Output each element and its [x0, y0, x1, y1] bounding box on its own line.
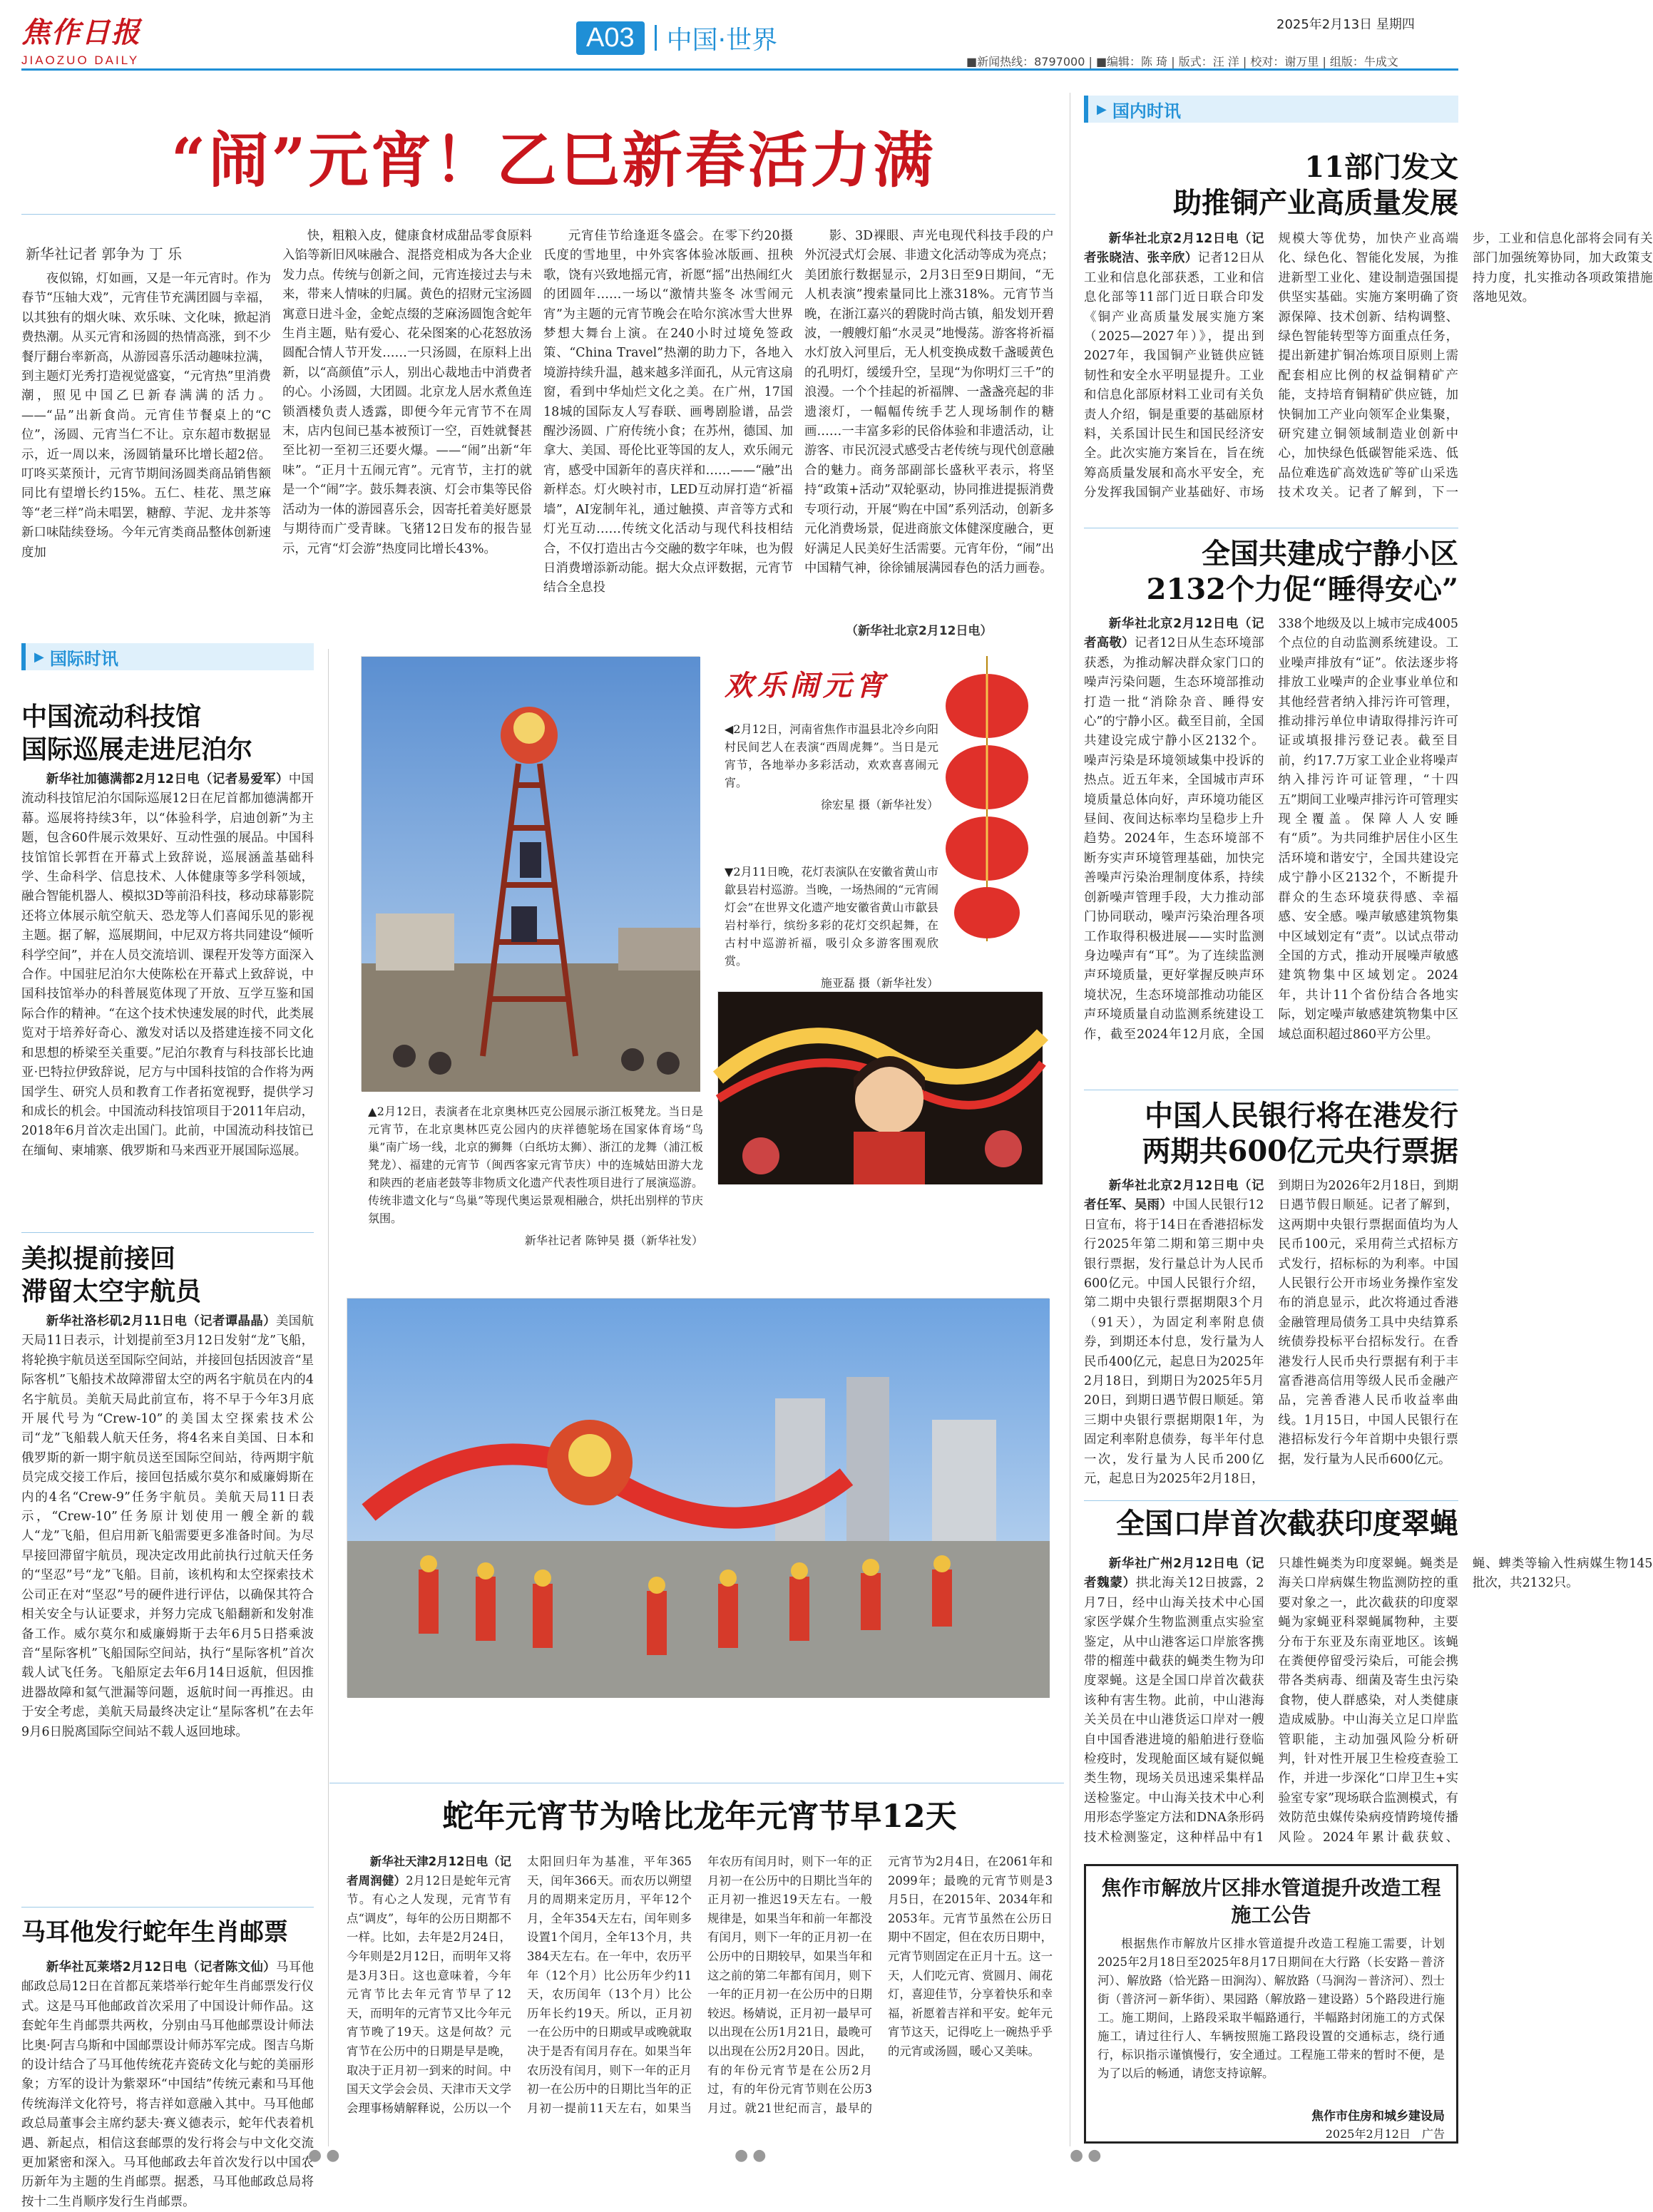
arrow-left-icon: ◀: [725, 722, 734, 736]
article-body: 新华社北京2月12日电（记者高敬）记者12日从生态环境部获悉，为推动解决群众家门口的噪声污染问题，生态环境部推动打造一批“消除杂音、睡得安心”的宁静小区。截至目前，全国共建设完成宁静小区2132个。噪声污染是环境领域集中投诉的热点。近五年来，全国城市声环境质量总体向好，声环境功能区昼间、夜间达标率均呈稳步上升趋势。2024年，生态环境部不断夯实声环境管理基础，加快完善噪声污染治理制度体系，持续创新噪声管理手段，大力推动部门协同联动，噪声污染治理各项工作取得积极进展——实时监测身边噪声有“耳”。为了连续监测声环境质量，更好掌握反映声环境状况，生态环境部推动功能区声环境质量自动监测系统建设工作，截至2024年12月底，全国338个地级及以上城市完成4005个点位的自动监测系统建设。工业噪声排放有“证”。依法逐步将排放工业噪声的企业事业单位和其他经营者纳入排污许可管理，推动排污单位申请取得排污许可证或填报排污登记表。截至目前，约17.7万家工业企业将噪声纳入排污许可证管理，“十四五”期间工业噪声排污许可管理实现全覆盖。保障人人安睡有“质”。为共同维护居住小区生活环境和谐安宁，全国共建设完成宁静小区2132个，不断提升群众的生态环境获得感、幸福感、安全感。噪声敏感建筑物集中区域划定有“责”。以试点带动全国的方式，推动开展噪声敏感建筑物集中区域划定。2024年，共计11个省份结合各地实际，划定噪声敏感建筑物集中区域总面积超过860平方公里。: [1084, 617, 1458, 1042]
lead-source: （新华社北京2月12日电）: [846, 624, 993, 638]
section-header-domestic: ▶ 国内时讯: [1084, 96, 1458, 123]
divider: [1084, 1500, 1458, 1501]
article-title[interactable]: 全国共建成宁静小区 2132个力促“睡得安心”: [1146, 537, 1458, 606]
divider: [21, 214, 1055, 215]
page-marker: ●●: [735, 2146, 771, 2164]
lead-headline[interactable]: “闹”元宵！乙巳新春活力满: [171, 125, 936, 195]
arrow-icon: ▶: [1097, 101, 1107, 117]
photo-image: [362, 657, 700, 1092]
article-body: 新华社广州2月12日电（记者魏蒙）拱北海关12日披露，2月7日，经中山海关技术中心国家医学媒介生物监测重点实验室鉴定，从中山港客运口岸旅客携带的榴莲中截获的蝇类生物为印度翠蝇。这是全国口岸首次截获该种有害生物。此前，中山港海关关员在中山港货运口岸对一艘自中国香港进境的船舶进行登临检疫时，发现舱面区域有疑似蝇类生物，现场关员迅速采集样品送检鉴定。中山海关技术中心利用形态学鉴定方法和DNA条形码技术检测鉴定，这种样品中有1只雄性蝇类为印度翠蝇。蝇类是海关口岸病媒生物监测防控的重要对象之一，此次截获的印度翠蝇为家蝇亚科翠蝇属物种，主要分布于东亚及东南亚地区。该蝇在粪便停留受污染后，可能会携带各类病毒、细菌及寄生虫污染食物，使人群感染，对人类健康造成威胁。中山海关立足口岸监管职能，主动加强风险分析研判，针对性开展卫生检疫查验工作，并进一步深化“口岸卫生+实验室专家”现场联合监测模式，有效防范虫媒传染病疫情跨境传播风险。2024年累计截获蚊、蝇、蜱类等输入性病媒生物145批次，共2132只。: [1084, 1557, 1653, 1845]
feature-title: 欢乐闹元宵: [725, 669, 889, 702]
photo-captions: [710, 656, 1049, 990]
photo-dragon-parade[interactable]: [347, 1298, 1049, 1697]
notice-title: 焦作市解放片区排水管道提升改造工程 施工公告: [1101, 1876, 1441, 1927]
caption-2: ▼2月11日晚，花灯表演队在安徽省黄山市歙县岩村巡游。当晚，一场热闹的“元宵闹灯会”在世界文化遗产地安徽省黄山市歙县岩村举行，缤纷多彩的花灯交织起舞，在古村中巡游祈福，吸引众多游客围观欣赏。 施亚磊 摄（新华社发）: [725, 865, 938, 990]
construction-notice: [1084, 1864, 1458, 2144]
arrow-icon: ▶: [34, 649, 44, 665]
notice-date: 2025年2月12日: [1325, 2127, 1411, 2141]
notice-signer: 焦作市住房和城乡建设局: [1311, 2109, 1445, 2124]
arrow-up-icon: ▲: [368, 1105, 377, 1118]
photo-feature: [347, 656, 1060, 1768]
issue-date: 2025年2月13日 星期四: [1276, 17, 1415, 32]
header-rule: [21, 68, 1458, 71]
article-body: 新华社加德满都2月12日电（记者易爱军）中国流动科技馆尼泊尔国际巡展12日在尼首都加德满都开幕。巡展将持续3年，以“体验科学，启迪创新”为主题，包含60件展示效果好、互动性强的展品。中国科技馆馆长郭哲在开幕式上致辞说，巡展涵盖基础科学、生命科学、信息技术、人体健康等多学科领域，融合智能机器人、模拟3D等前沿科技，移动球幕影院还将立体展示航空航天、恐龙等人们喜闻乐见的影视主题。据了解，巡展期间，中尼双方将共同建设“倾听科学空间”，并在人员交流培训、课程开发等方面深入合作。中国驻尼泊尔大使陈松在开幕式上致辞说，中国科技馆举办的科普展览体现了开放、互学互鉴和国际合作的精神。“在这个技术快速发展的时代，此类展览对于培养好奇心、激发对话以及搭建连接不同文化和思想的桥梁至关重要。”尼泊尔教育与科技部长比迪亚·巴特拉伊致辞说，尼方与中国科技馆的合作将为两国学生、研究人员和教育工作者拓宽视野，提供学习和成长的机会。中国流动科技馆项目于2011年启动，2018年6月首次走出国门。此前，中国流动科技馆已在缅甸、柬埔寨、俄罗斯和马来西亚开展国际巡展。: [21, 772, 314, 1158]
notice-body: 根据焦作市解放片区排水管道提升改造工程施工需要，计划2025年2月18日至2025年8月17日期间在大行路（长安路－普济河）、解放路（恰光路－田涧沟）、解放路（马涧沟－普济河）、烈士街（普济河－新华街）、果园路（解放路－建设路）5个路段进行施工。施工期间，上路段采取半幅路通行，半幅路封闭施工的方式保施工，请过往行人、车辆按照施工路段设置的交通标志，绕行通行，标识指示谨慎慢行，安全通过。工程施工带来的暂时不便，是为了以后的畅通，请您支持谅解。: [1097, 1937, 1445, 2080]
article-title[interactable]: 11部门发文 助推铜产业高质量发展: [1173, 150, 1458, 220]
page-marker: ●●: [308, 2146, 344, 2164]
article-title[interactable]: 中国人民银行将在港发行 两期共600亿元央行票据: [1142, 1099, 1458, 1168]
logo-chinese: 焦作日报: [21, 16, 141, 49]
lead-col-2: 快，粗粮入皮，健康食材成甜品零食原料入馅等新旧风味融合、混搭竞相成为各大企业发力点。传统与创新之间，元宵连接过去与未来，带来人情味的归属。黄色的招财元宝汤圆寓意日进斗金，金蛇点缀的芝麻汤圆饱含蛇年生肖主题，贴有爱心、花朵图案的心花怒放汤圆配合情人节开发……一只汤圆，在原料上出新，以“高颜值”示人，别出心裁地击中消费者的心。小汤圆，大团圆。北京龙人居水煮鱼连锁酒楼负责人透露，即便今年元宵节不在周末，店内包间已基本被预订一空，百姓就餐甚至比初一至初三还要火爆。——“闹”出新“年味”。“正月十五闹元宵”。元宵节，主打的就是一个“闹”字。鼓乐舞表演、灯会市集等民俗活动为一体的游园喜乐会，因寄托着美好愿景与期待而广受青睐。飞猪12日发布的报告显示，元宵“灯会游”热度同比增长43%。: [282, 229, 532, 556]
divider: [21, 1907, 314, 1908]
article-body: 新华社天津2月12日电（记者周润健）2月12日是蛇年元宵节。有心之人发现，元宵节有点“调皮”，每年的公历日期都不一样。比如，去年是2月24日，今年则是2月12日，而明年又将是3月3日。这也意味着，今年元宵节比去年元宵节早了12天，而明年的元宵节又比今年元宵节晚了19天。这是何故？元宵节在公历中的日期是早是晚，取决于正月初一到来的时间。中国天文学会会员、天津市天文学会理事杨婧解释说，公历以一个太阳回归年为基准，平年365天，闰年366天。而农历以朔望月的周期来定历月，平年12个月，全年354天左右，闰年则多设置1个闰月，全年13个月，共384天左右。在一年中，农历平年（12个月）比公历年少约11天，农历闰年（13个月）比公历年长约19天。所以，正月初一在公历中的日期或早或晚就取决于是否有闰月存在。如果当年农历没有闰月，则下一年的正月初一在公历中的日期比当年的正月初一提前11天左右，如果当年农历有闰月时，则下一年的正月初一在公历中的日期比当年的正月初一推迟19天左右。一般规律是，如果当年和前一年都没有闰月，则下一年的正月初一在公历中的日期较早，如果当年和这之前的第二年都有闰月，则下一年的正月初一在公历中的日期较迟。杨婧说，正月初一最早可以出现在公历1月21日，最晚可以出现在公历2月20日。因此，有的年份元宵节是在公历2月过，有的年份元宵节则在公历3月过。就21世纪而言，最早的元宵节为2月4日，在2061年和2099年；最晚的元宵节则是3月5日，在2015年、2034年和2053年。元宵节虽然在公历日期中不固定，但在农历日期中，元宵节则固定在正月十五。这一天，人们吃元宵、赏圆月、闹花灯，喜迎佳节，分享着快乐和幸福，祈愿着吉祥和平安。蛇年元宵节这天，记得吃上一碗热乎乎的元宵或汤圆，暖心又美味。: [347, 1855, 1053, 2115]
photo-lantern-parade[interactable]: [717, 991, 1042, 1184]
section-header-international: ▶ 国际时讯: [21, 643, 314, 670]
section-name: 中国·世界: [666, 25, 778, 55]
article-title[interactable]: 中国流动科技馆 国际巡展走进尼泊尔: [21, 702, 253, 764]
lantern-icon: [924, 656, 1049, 956]
page-section-tag: [576, 20, 777, 56]
photo-image: [347, 1299, 1050, 1698]
article-body: 新华社瓦莱塔2月12日电（记者陈文仙）马耳他邮政总局12日在首都瓦莱塔举行蛇年生肖邮票发行仪式。这是马耳他邮政首次采用了中国设计师作品。这套蛇年生肖邮票共两枚，分别由马耳他邮票设计师法比奥·阿吉乌斯和中国邮票设计师苏军完成。图吉乌斯的设计结合了马耳他传统花卉瓷砖文化与蛇的美丽形象；方军的设计为紫翠环“中国结”传统元素和马耳他传统海洋文化符号，将吉祥如意融入其中。马耳他邮政总局董事会主席约瑟夫·赛义德表示，蛇年代表着机遇、新起点，相信这套邮票的发行将会与中文化交流更加紧密和深入。马耳他邮政去年首次发行以中国农历新年为主题的生肖邮票。据悉，马耳他邮政总局将按十二生肖顺序发行生肖邮票。: [21, 1960, 314, 2209]
caption-1: ◀2月12日，河南省焦作市温县北冷乡向阳村民间艺人在表演“西周虎舞”。当日是元宵节，各地举办多彩活动，欢欢喜喜闹元宵。 徐宏星 摄（新华社发）: [725, 722, 938, 811]
article-title[interactable]: 马耳他发行蛇年生肖邮票: [21, 1918, 288, 1947]
editorial-credits: ■新闻热线：8797000 | ■编辑：陈 琦 | 版式：汪 洋 | 校对：谢万里 | 组版：牛成文: [966, 55, 1398, 68]
article-title[interactable]: 美拟提前接回 滞留太空宇航员: [21, 1244, 202, 1306]
page-marker: ●●: [1070, 2146, 1106, 2164]
photo-image: [718, 992, 1043, 1184]
lead-col-3: 元宵佳节给逢逛冬盛会。在零下约20摄氏度的雪地里，中外宾客体验冰版画、扭秧歌，饶有兴致地摇元宵，祈愿“摇”出热闹红火的团圆年……一场以“激情共鉴冬 冰雪闹元宵”为主题的元宵节晚会在哈尔滨冰雪大世界梦想大舞台上演。在240小时过境免签政策、“China Travel”热潮的助力下，各地入境游持续升温，越来越多洋面孔，从元宵这扇窗，看到中华灿烂文化之美。在广州，17国18城的国际友人写春联、画粤剧脸谱，品尝醒沙汤圆、广府传统小食；在苏州，德国、加拿大、美国、哥伦比亚等国的友人，欢乐闹元宵，感受中国新年的喜庆祥和……——“融”出新样态。灯火映衬市，LED互动屏打造“祈福墙”，AI宠制年礼，通过触摸、声音等方式和灯光互动……传统文化活动与现代科技相结合，不仅打造出古今交融的数字年味，也为假日消费增添新动能。据大众点评数据，元宵节结合全息投: [543, 229, 793, 595]
article-body: 新华社洛杉矶2月11日电（记者谭晶晶）美国航天局11日表示，计划提前至3月12日发射“龙”飞船，将轮换宇航员送至国际空间站，并接回包括因波音“星际客机”飞船技术故障滞留太空的两名宇航员在内的4名宇航员。美航天局此前宣布，将不早于今年3月底开展代号为“Crew-10”的美国太空探索技术公司“龙”飞船载人航天任务，将4名来自美国、日本和俄罗斯的新一期宇航员送至国际空间站，待两期宇航员完成交接工作后，接回包括威尔莫尔和威廉姆斯在内的4名“Crew-9”任务宇航员。美航天局11日表示，“Crew-10”任务原计划使用一艘全新的载人“龙”飞船，但启用新飞船需要更多准备时间。为尽早接回滞留宇航员，现决定改用此前执行过航天任务的“坚忍”号“龙”飞船。目前，该机构和太空探索技术公司正在对“坚忍”号的硬件进行评估，以确保其符合相关安全与认证要求，并努力完成飞船翻新和发射准备工作。威尔莫尔和威廉姆斯于去年6月5日搭乘波音“星际客机”飞船国际空间站，执行“星际客机”首次载人试飞任务。飞船原定去年6月14日返航，但因推进器故障和氦气泄漏等问题，返航时间一再推迟。由于安全考虑，美航天局最终决定让“星际客机”在去年9月6日脱离国际空间站不载人返回地球。: [21, 1314, 314, 1739]
article-title[interactable]: 蛇年元宵节为啥比龙年元宵节早12天: [442, 1798, 957, 1835]
arrow-down-icon: ▼: [725, 865, 734, 879]
page-number: A03: [576, 21, 645, 55]
article-title[interactable]: 全国口岸首次截获印度翠蝇: [1116, 1507, 1458, 1540]
lead-col-4: 影、3D裸眼、声光电现代科技手段的户外沉浸式灯会展、非遗文化活动等成为亮点；美团旅行数据显示，2月3日至9日期间，“无人机表演”搜索量同比上涨318%。元宵节当晚，在浙江嘉兴的碧陇时尚古镇，船发划开碧波，一艘艘灯船“水灵灵”地慢荡。游客将祈福水灯放入河里后，无人机变换成数千盏暖黄色的孔明灯，缓缓升空，呈现“为你明灯三千”的浪漫。一个个挂起的祈福牌、一盏盏亮起的非遗滚灯，一幅幅传统手艺人现场制作的糖画……一丰富多彩的民俗体验和非遗活动，让游客、市民沉浸式感受古老传统与现代创意融合的魅力。商务部副部长盛秋平表示，将坚持“政策+活动”双轮驱动，协同推进提振消费专项行动，开展“购在中国”系列活动，创新多元化消费场景，促进商旅文体健深度融合，更好满足人民美好生活需要。元宵年份，“闹”出中国精气神，徐徐铺展满园春色的活力画卷。: [804, 229, 1054, 575]
photo-tiger-dance[interactable]: [361, 656, 700, 1091]
article-body: 新华社北京2月12日电（记者任军、吴雨）中国人民银行12日宣布，将于14日在香港招标发行2025年第二期和第三期中央银行票据，发行量总计为人民币600亿元。中国人民银行介绍，第二期中央银行票据期限3个月（91天），为固定利率附息债券，到期还本付息，发行量为人民币400亿元，起息日为2025年2月18日，到期日为2025年5月20日，到期日遇节假日顺延。第三期中央银行票据期限1年，为固定利率附息债券，每半年付息一次，发行量为人民币200亿元，起息日为2025年2月18日，到期日为2026年2月18日，到期日遇节假日顺延。记者了解到，这两期中央银行票据面值均为人民币100元，采用荷兰式招标方式发行，招标标的为利率。中国人民银行公开市场业务操作室发布的消息显示，此次将通过香港金融管理局债务工具中央结算系统债券投标平台招标发行。在香港发行人民币央行票据有利于丰富香港高信用等级人民币金融产品，完善香港人民币收益率曲线。1月15日，中国人民银行在港招标发行今年首期中央银行票据，发行量为人民币600亿元。: [1084, 1179, 1458, 1487]
divider: [328, 649, 329, 2146]
newspaper-logo[interactable]: [21, 10, 157, 67]
lead-byline: 新华社记者 郭争为 丁 乐: [26, 245, 183, 262]
logo-english: JIAOZUO DAILY: [21, 53, 140, 67]
article-body: 新华社北京2月12日电（记者张晓洁、张辛欣）记者12日从工业和信息化部获悉，工业和信息化部等11部门近日联合印发《铜产业高质量发展实施方案（2025—2027年）》，提出到2027年，我国铜产业链供应链韧性和安全水平明显提升。工业和信息化部原材料工业司有关负责人介绍，铜是重要的基础原材料，关系国计民生和国民经济安全。此次实施方案旨在，旨在统筹高质量发展和高水平安全，充分发挥我国铜产业基础好、市场规模大等优势，加快产业高端化、绿色化、智能化发展，为推进新型工业化、建设制造强国提供坚实基础。实施方案明确了资源保障、技术创新、结构调整、绿色智能转型等方面重点任务，提出新建扩铜冶炼项目原则上需配套相应比例的权益铜精矿产能，支持培育铜精矿供应链，加快铜加工产业向领军企业集聚，研究建立铜领域制造业创新中心，加快绿色低碳智能采选、低品位难选矿高效选矿等矿山采选技术攻关。记者了解到，下一步，工业和信息化部将会同有关部门加强统筹协同，加大政策支持力度，扎实推动各项政策措施落地见效。: [1084, 232, 1653, 501]
caption-3: ▲2月12日，表演者在北京奥林匹克公园展示浙江板凳龙。当日是元宵节，在北京奥林匹克公园内的庆祥德鸵场在国家体育场“鸟巢”南广场一线，北京的狮舞（白纸坊太狮）、浙江的龙舞（浦江板凳龙）、福建的元宵节（闽西客家元宵节庆）中的连城姑田游大龙和陕西的老庙老鼓等非物质文化遗产代表性项目进行了展演巡游。传统非遗文化与“鸟巢”等现代奥运景观相融合，烘托出别样的节庆氛围。 新华社记者 陈钟昊 摄（新华社发）: [368, 1105, 703, 1247]
divider: [655, 25, 657, 51]
lead-col-1: 夜似锦，灯如画，又是一年元宵时。作为春节“压轴大戏”，元宵佳节充满团圆与幸福，以其独有的烟火味、欢乐味、文化味，掀起消费热潮。从买元宵和汤圆的热情高涨，到不少餐厅翻台率新高，从游园喜乐活动趣味拉满，到主题灯光秀打造视觉盛宴，“元宵热”里消费潮，照见中国乙巳新春满满的活力。——“品”出新食尚。元宵佳节餐桌上的“C位”，汤圆、元宵当仁不让。京东超市数据显示，近一周以来，汤圆销量环比增长超2倍。叮咚买菜预计，元宵节期间汤圆类商品销售额同比有望增长约15%。五仁、桂花、黑芝麻等“老三样”尚未唱罢，糖醇、芋泥、龙井茶等新口味陆续登场。今年元宵类商品整体创新速度加: [21, 272, 271, 560]
divider: [21, 1232, 314, 1233]
ad-label: 广告: [1421, 2127, 1445, 2141]
